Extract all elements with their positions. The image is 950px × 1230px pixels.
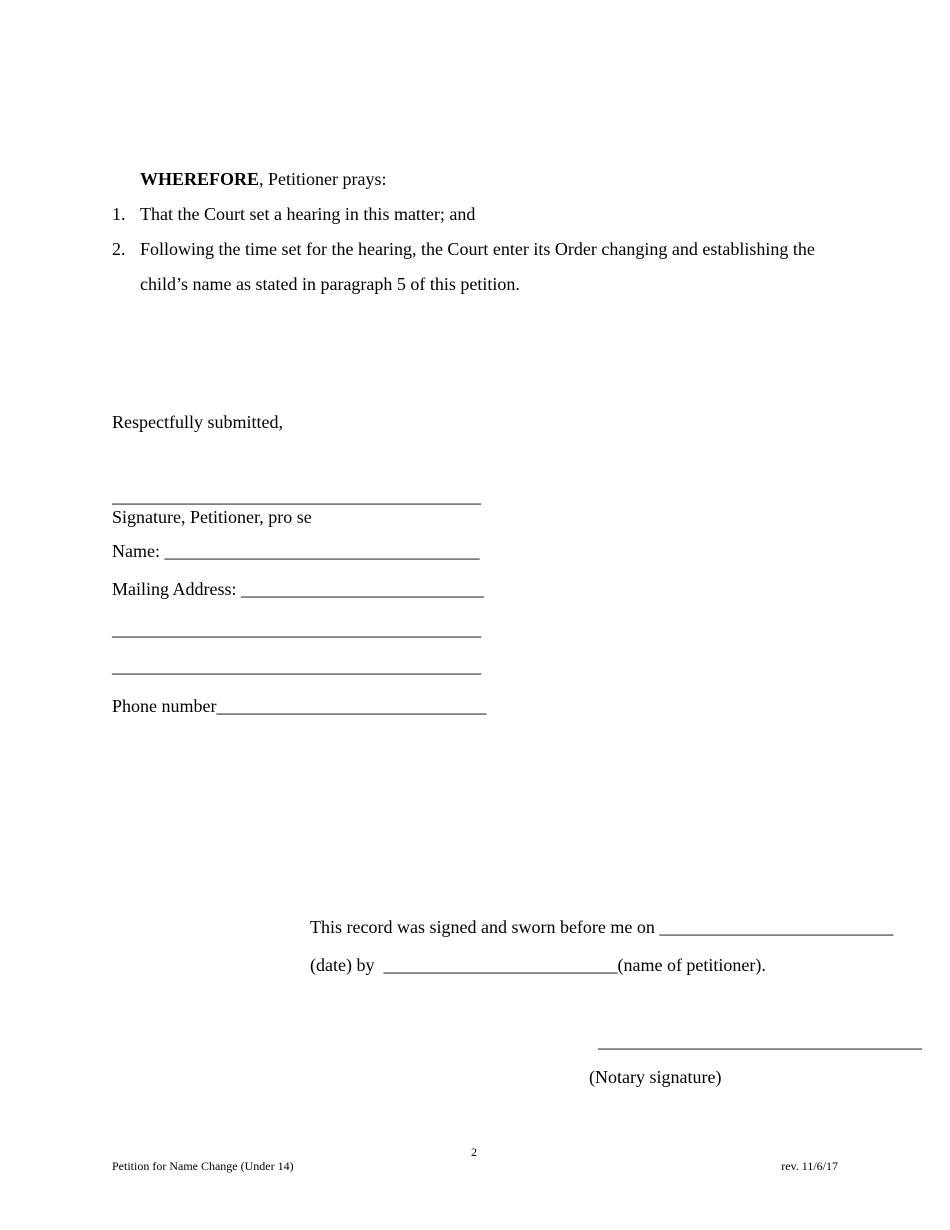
petitioner-phone-field[interactable]: Phone number______________________________: [112, 696, 487, 716]
prayer-item-1-number: 1.: [112, 204, 126, 224]
wherefore-bold: WHEREFORE: [140, 169, 260, 189]
prayer-item-2-line2: child’s name as stated in paragraph 5 of this petition.: [140, 274, 520, 294]
notary-signature-label: (Notary signature): [589, 1067, 722, 1087]
prayer-heading-rest: , Petitioner prays:: [259, 169, 387, 189]
petitioner-name-field[interactable]: Name: ___________________________________: [112, 541, 480, 561]
petitioner-signature-line[interactable]: _________________________________________: [112, 486, 481, 506]
petitioner-address-line-1[interactable]: _________________________________________: [112, 619, 481, 639]
prayer-item-1-text: That the Court set a hearing in this matter; and: [140, 204, 476, 224]
prayer-item-2-number: 2.: [112, 239, 126, 259]
form-title: Petition for Name Change (Under 14): [112, 1159, 294, 1173]
prayer-item-2-line1: Following the time set for the hearing, the Court enter its Order changing and establishing the: [140, 239, 815, 259]
petitioner-mailing-address-field[interactable]: Mailing Address: ___________________________: [112, 579, 484, 599]
petitioner-address-line-2[interactable]: _________________________________________: [112, 656, 481, 676]
notary-sworn-line-1: This record was signed and sworn before me on __________________________: [310, 917, 894, 937]
notary-sworn-line-2: (date) by __________________________(name of petitioner).: [310, 955, 766, 975]
petitioner-signature-label: Signature, Petitioner, pro se: [112, 507, 312, 527]
revision-date: rev. 11/6/17: [781, 1159, 838, 1173]
notary-signature-line[interactable]: ____________________________________: [598, 1031, 922, 1051]
closing-text: Respectfully submitted,: [112, 412, 283, 432]
prayer-heading: [140, 168, 387, 190]
page-number: 2: [471, 1145, 477, 1159]
